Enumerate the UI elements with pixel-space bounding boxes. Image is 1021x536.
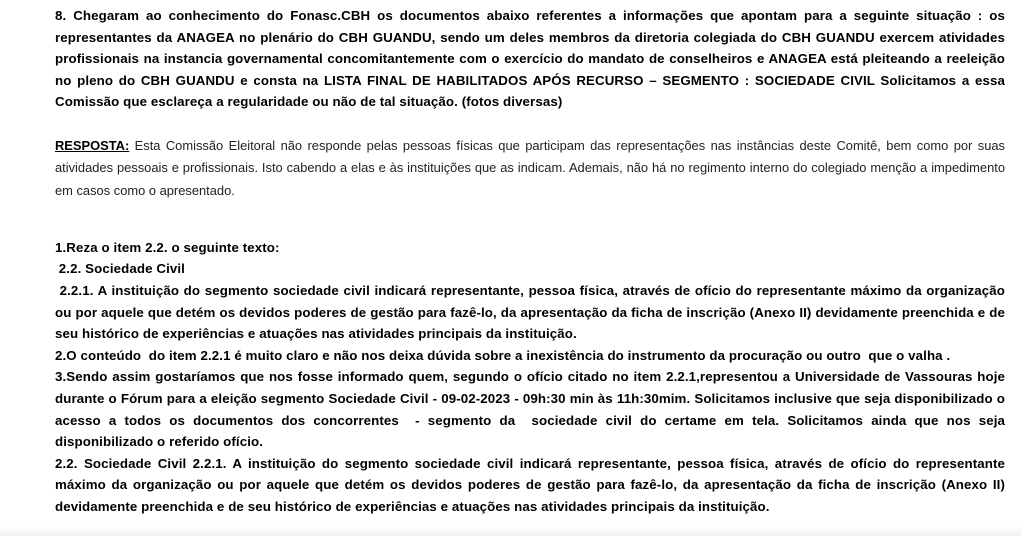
page-bottom-edge [0,526,1021,536]
resposta-text: Esta Comissão Eleitoral não responde pelas pessoas físicas que participam das representações nas instâncias deste Comitê, bem como por suas atividades pessoais e profissionais. Isto cabendo a elas e às instituições que as indicam. Ademais, não há no regimento interno do colegiado menção a impedimento em casos como o apresentado. [55,137,1005,198]
requests-block [55,237,1009,518]
item-8-paragraph: 8. Chegaram ao conhecimento do Fonasc.CBH os documentos abaixo referentes a informações que apontam para a seguinte situação : os representantes da ANAGEA no plenário do CBH GUANDU, sendo um deles membros da diretoria colegiada do CBH GUANDU exercem atividades profissionais na instancia governamental concomitantemente com o exercício do mandato de conselheiros e ANAGEA está pleiteando a reeleição no pleno do CBH GUANDU e consta na LISTA FINAL DE HABILITADOS APÓS RECURSO – SEGMENTO : SOCIEDADE CIVIL Solicitamos a essa Comissão que esclareça a regularidade ou não de tal situação. (fotos diversas) [55,8,1005,110]
document-body [55,5,1009,517]
item-2-2-repeat-paragraph: 2.2. Sociedade Civil 2.2.1. A instituição do segmento sociedade civil indicará representante, pessoa física, através de ofício do representante máximo da organização ou por aquele que detém os devidos poderes de gestão para fazê-lo, da apresentação da ficha de inscrição (Anexo II) devidamente preenchida e de seu histórico de experiências e atuações nas atividades principais da instituição. [55,455,1009,514]
item-2-2-1-paragraph: 2.2.1. A instituição do segmento sociedade civil indicará representante, pessoa física, através de ofício do representante máximo da organização ou por aquele que detém os devidos poderes de gestão para fazê-lo, da apresentação da ficha de inscrição (Anexo II) devidamente preenchida e de seu histórico de experiências e atuações nas atividades principais da instituição. [55,282,1009,342]
resposta-label: RESPOSTA: [55,137,130,153]
spacer [55,215,1005,237]
resposta-paragraph [55,135,1005,202]
item-2-2-heading: 2.2. Sociedade Civil [55,261,185,277]
item-3-paragraph: 3.Sendo assim gostaríamos que nos fosse informado quem, segundo o ofício citado no item 2.2.1,representou a Universidade de Vassouras hoje durante o Fórum para a eleição segmento Sociedade Civil - 09-02-2023 - 09h:30 min às 11h:30mim. Solicitamos inclusive que seja disponibilizado o acesso a todos os documentos dos concorrentes - segmento da sociedade civil do certame em tela. Solicitamos ainda que nos seja disponibilizado o referido ofício. [55,369,1009,450]
item-2-paragraph: 2.O conteúdo do item 2.2.1 é muito claro e não nos deixa dúvida sobre a inexistência do instrumento da procuração ou outro que o valha . [55,347,951,363]
item-1-line: 1.Reza o item 2.2. o seguinte texto: [55,239,280,255]
